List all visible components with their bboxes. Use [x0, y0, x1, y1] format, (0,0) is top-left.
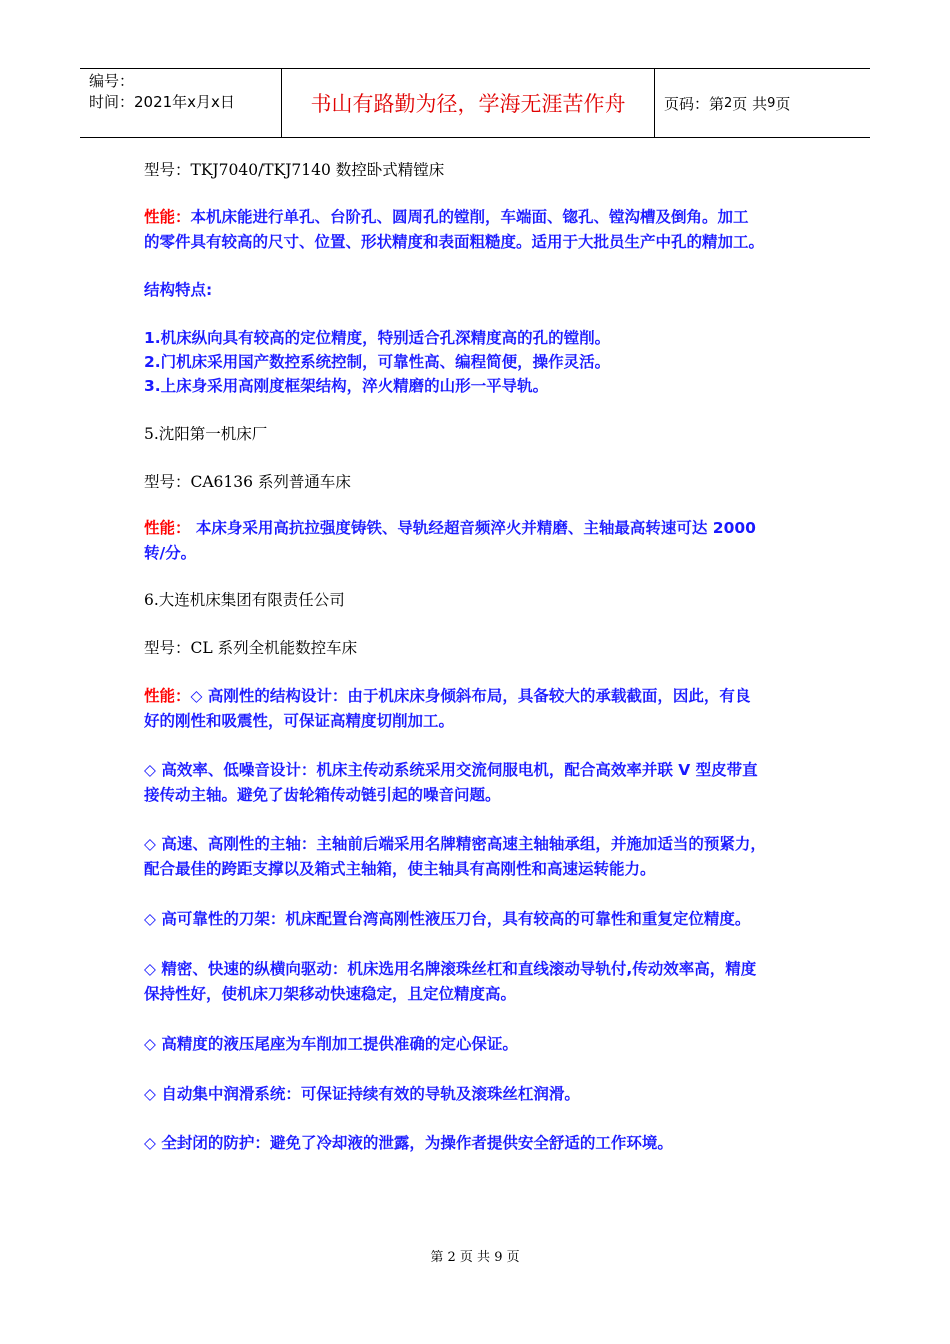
performance-label: 性能：: [144, 519, 191, 537]
performance-text: 本机床能进行单孔、台阶孔、圆周孔的镗削，车端面、锪孔、镗沟槽及倒角。加工: [190, 208, 749, 226]
performance-paragraph: [144, 205, 749, 230]
model-line-cl: 型号：CL 系列全机能数控车床: [144, 639, 358, 657]
model-line-tkj: 型号：TKJ7040/TKJ7140 数控卧式精镗床: [144, 161, 445, 179]
feature-item: ◇ 精密、快速的纵横向驱动：机床选用名牌滚珠丝杠和直线滚动导轨付,传动效率高，精度: [144, 960, 757, 978]
feature-item: ◇ 自动集中润滑系统：可保证持续有效的导轨及滚珠丝杠润滑。: [144, 1085, 580, 1103]
feature-text-cont: 保持性好，使机床刀架移动快速稳定，且定位精度高。: [144, 985, 517, 1003]
structure-item: 3.上床身采用高刚度框架结构，淬火精磨的山形一平导轨。: [144, 377, 549, 395]
page-total: 9: [767, 95, 776, 111]
feature-item: ◇ 高效率、低噪音设计：机床主传动系统采用交流伺服电机，配合高效率并联 V 型皮带直: [144, 761, 758, 779]
feature-item: ◇ 全封闭的防护：避免了冷却液的泄露，为操作者提供安全舒适的工作环境。: [144, 1134, 673, 1152]
structure-heading: 结构特点:: [144, 281, 213, 299]
feature-text-cont: 配合最佳的跨距支撑以及箱式主轴箱，使主轴具有高刚性和高速运转能力。: [144, 860, 656, 878]
performance-paragraph: [144, 516, 756, 541]
performance-text-cont: 的零件具有较高的尺寸、位置、形状精度和表面粗糙度。适用于大批员生产中孔的精加工。: [144, 233, 765, 251]
number-label: 编号：: [89, 72, 135, 90]
structure-item: 1.机床纵向具有较高的定位精度，特别适合孔深精度高的孔的镗削。: [144, 329, 611, 347]
feature-item: ◇ 高可靠性的刀架：机床配置台湾高刚性液压刀台，具有较高的可靠性和重复定位精度。: [144, 910, 751, 928]
page-header: [80, 68, 870, 138]
feature-text: ◇ 高刚性的结构设计：由于机床床身倾斜布局，具备较大的承载截面，因此，有良: [190, 687, 751, 705]
page-mid: 页 共: [732, 94, 768, 113]
performance-label: 性能：: [144, 687, 191, 705]
page-footer: 第 2 页 共 9 页: [430, 1250, 520, 1265]
model-line-ca6136: 型号：CA6136 系列普通车床: [144, 473, 351, 491]
header-info-cell: [80, 69, 282, 137]
feature-item: ◇ 高速、高刚性的主轴：主轴前后端采用名牌精密高速主轴轴承组，并施加适当的预紧力，: [144, 835, 766, 853]
header-motto: 书山有路勤为径，学海无涯苦作舟: [282, 69, 655, 137]
date-label: 时间：2021年x月x日: [89, 93, 235, 111]
structure-item: 2.门机床采用国产数控系统控制，可靠性高、编程简便，操作灵活。: [144, 353, 611, 371]
performance-text-cont: 转/分。: [144, 544, 197, 562]
feature-item: [144, 684, 750, 709]
page-label-prefix: 页码：第: [664, 94, 725, 113]
feature-item: ◇ 高精度的液压尾座为车削加工提供准确的定心保证。: [144, 1035, 518, 1053]
section-title-shenyang: 5.沈阳第一机床厂: [144, 425, 268, 443]
section-title-dalian: 6.大连机床集团有限责任公司: [144, 591, 345, 609]
feature-text-cont: 好的刚性和吸震性，可保证高精度切削加工。: [144, 712, 455, 730]
performance-text: 本床身采用高抗拉强度铸铁、导轨经超音频淬火并精磨、主轴最高转速可达 2000: [190, 519, 756, 537]
performance-label: 性能：: [144, 208, 191, 226]
header-page-number: [655, 69, 870, 137]
page-suffix: 页: [775, 94, 791, 113]
feature-text-cont: 接传动主轴。避免了齿轮箱传动链引起的噪音问题。: [144, 786, 501, 804]
page-current: 2: [724, 95, 733, 111]
